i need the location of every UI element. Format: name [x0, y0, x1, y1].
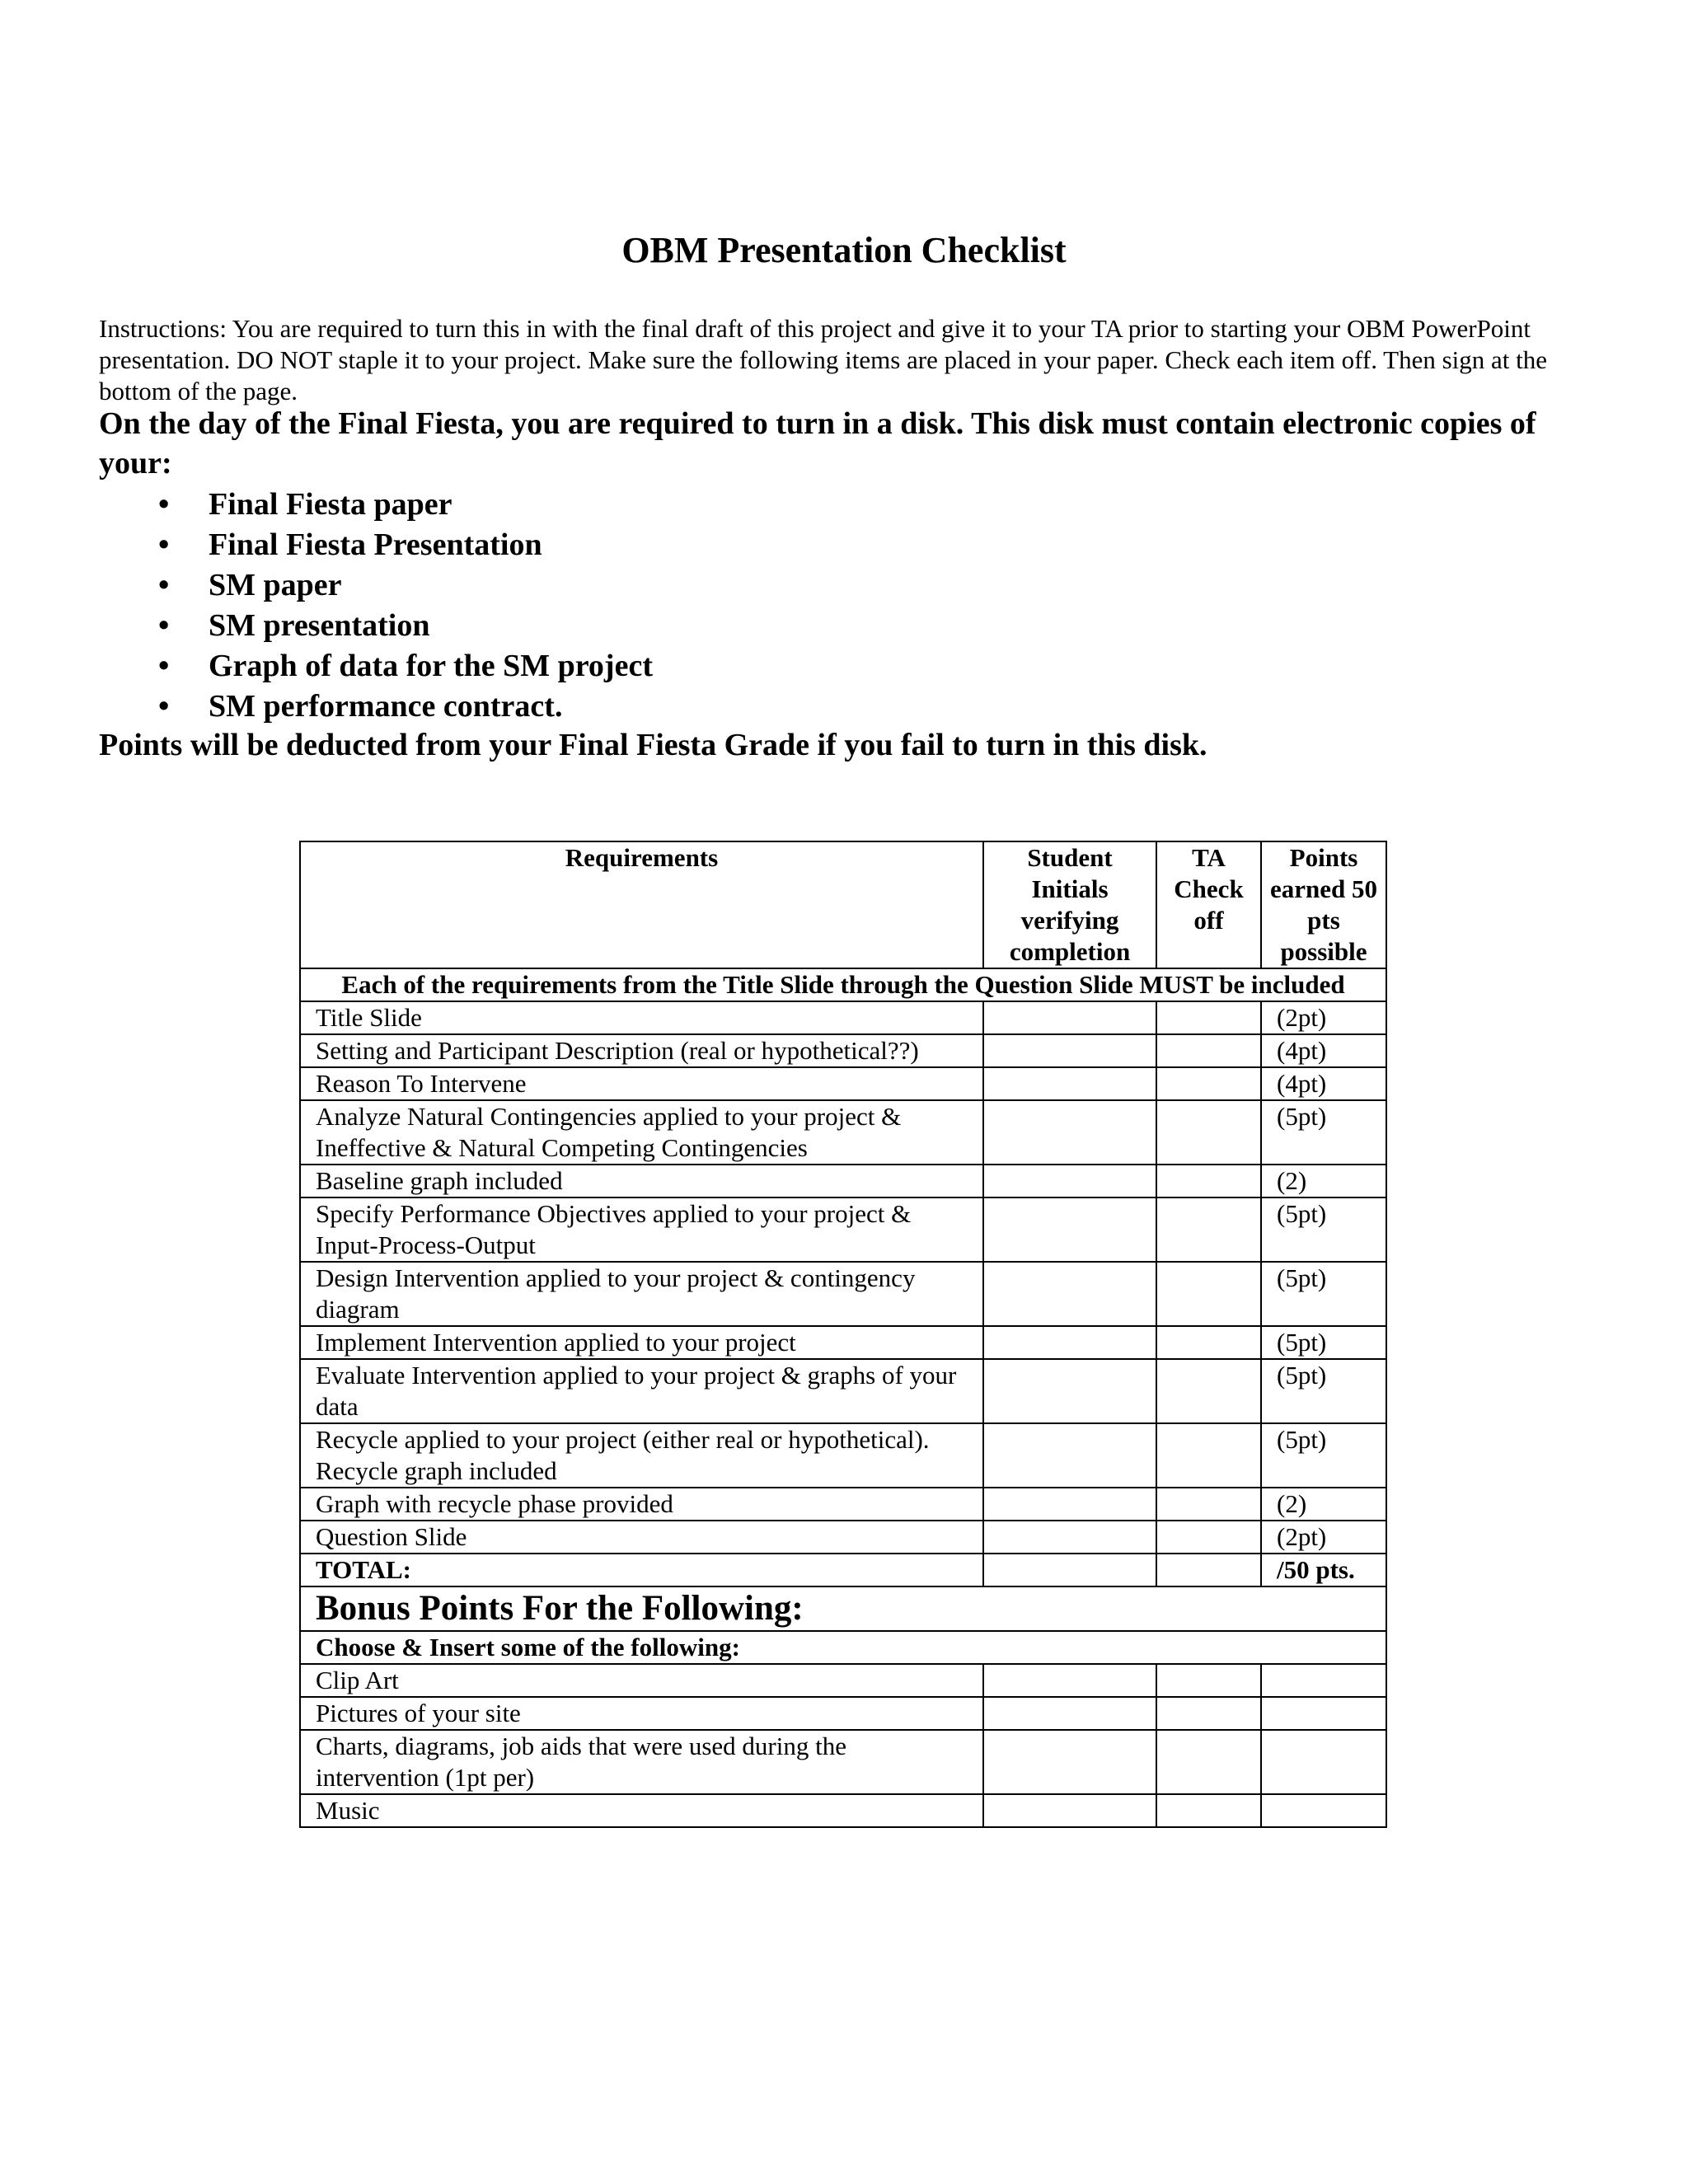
- bonus-heading: Bonus Points For the Following:: [300, 1586, 1386, 1631]
- student-initials-cell[interactable]: [983, 1034, 1156, 1067]
- ta-check-cell[interactable]: [1156, 1423, 1261, 1488]
- list-item: [99, 687, 1253, 727]
- table-row: [300, 1100, 1386, 1165]
- points-cell: (5pt): [1261, 1423, 1386, 1488]
- document-title: OBM Presentation Checklist: [621, 230, 1067, 270]
- student-initials-cell[interactable]: [983, 1521, 1156, 1554]
- requirement-cell: Evaluate Intervention applied to your project & graphs of your data: [300, 1359, 983, 1423]
- bonus-row: [300, 1664, 1386, 1697]
- bonus-item-cell: Pictures of your site: [300, 1697, 983, 1730]
- points-cell: (5pt): [1261, 1326, 1386, 1359]
- list-item-label: SM paper: [209, 568, 342, 602]
- points-cell: (2): [1261, 1488, 1386, 1521]
- ta-check-cell[interactable]: [1156, 1554, 1261, 1586]
- table-row: [300, 1423, 1386, 1488]
- instructions-paragraph: Instructions: You are required to turn this in with the final draft of this project and give it to your TA prior to starting your OBM PowerPoint presentation. DO NOT staple it to your project. Make sure the following items are placed in your paper. Check each item off. Then sign at the bottom of the page.: [99, 314, 1548, 405]
- list-item-label: Graph of data for the SM project: [209, 649, 653, 683]
- ta-check-cell[interactable]: [1156, 1359, 1261, 1423]
- points-cell[interactable]: [1261, 1730, 1386, 1794]
- points-cell: (2pt): [1261, 1521, 1386, 1554]
- ta-check-cell[interactable]: [1156, 1664, 1261, 1697]
- bonus-row: [300, 1794, 1386, 1827]
- ta-check-cell[interactable]: [1156, 1730, 1261, 1794]
- list-item: [99, 485, 1253, 525]
- ta-check-cell[interactable]: [1156, 1262, 1261, 1326]
- ta-check-cell[interactable]: [1156, 1794, 1261, 1827]
- table-row: [300, 1197, 1386, 1262]
- table-header-row: [300, 841, 1386, 968]
- bonus-row: [300, 1697, 1386, 1730]
- ta-check-cell[interactable]: [1156, 1067, 1261, 1100]
- list-item-label: SM presentation: [209, 608, 430, 643]
- list-item: [99, 606, 1253, 646]
- points-cell: (2pt): [1261, 1001, 1386, 1034]
- ta-check-cell[interactable]: [1156, 1001, 1261, 1034]
- ta-check-cell[interactable]: [1156, 1488, 1261, 1521]
- table-row: [300, 1067, 1386, 1100]
- list-item: [99, 646, 1253, 687]
- table-row: [300, 1359, 1386, 1423]
- requirement-cell: Baseline graph included: [300, 1165, 983, 1197]
- list-item-label: Final Fiesta paper: [209, 487, 452, 522]
- bonus-item-cell: Charts, diagrams, job aids that were used during the intervention (1pt per): [300, 1730, 983, 1794]
- total-points: /50 pts.: [1261, 1554, 1386, 1586]
- bullet-icon: •: [158, 527, 170, 562]
- header-ta-check: TA Check off: [1156, 841, 1261, 968]
- requirement-cell: Design Intervention applied to your project & contingency diagram: [300, 1262, 983, 1326]
- points-cell: (5pt): [1261, 1197, 1386, 1262]
- student-initials-cell[interactable]: [983, 1664, 1156, 1697]
- bullet-icon: •: [158, 487, 170, 522]
- total-label: TOTAL:: [300, 1554, 983, 1586]
- student-initials-cell[interactable]: [983, 1359, 1156, 1423]
- section-note: Each of the requirements from the Title Slide through the Question Slide MUST be included: [300, 968, 1386, 1001]
- points-cell: (5pt): [1261, 1262, 1386, 1326]
- table-row: [300, 1165, 1386, 1197]
- bonus-row: [300, 1730, 1386, 1794]
- deduction-notice: Points will be deducted from your Final Fiesta Grade if you fail to turn in this disk.: [99, 728, 1207, 762]
- student-initials-cell[interactable]: [983, 1067, 1156, 1100]
- header-requirements: Requirements: [300, 841, 983, 968]
- requirement-cell: Reason To Intervene: [300, 1067, 983, 1100]
- student-initials-cell[interactable]: [983, 1794, 1156, 1827]
- section-note-row: [300, 968, 1386, 1001]
- list-item: [99, 565, 1253, 606]
- bonus-subheading-row: [300, 1631, 1386, 1664]
- student-initials-cell[interactable]: [983, 1423, 1156, 1488]
- ta-check-cell[interactable]: [1156, 1100, 1261, 1165]
- table-row: [300, 1262, 1386, 1326]
- requirement-cell: Setting and Participant Description (real or hypothetical??): [300, 1034, 983, 1067]
- list-item-label: Final Fiesta Presentation: [209, 527, 542, 562]
- points-cell: (5pt): [1261, 1359, 1386, 1423]
- table-row: [300, 1521, 1386, 1554]
- bonus-item-cell: Music: [300, 1794, 983, 1827]
- student-initials-cell[interactable]: [983, 1488, 1156, 1521]
- table-row: [300, 1034, 1386, 1067]
- student-initials-cell[interactable]: [983, 1165, 1156, 1197]
- bullet-icon: •: [158, 649, 170, 683]
- bullet-icon: •: [158, 608, 170, 643]
- ta-check-cell[interactable]: [1156, 1197, 1261, 1262]
- list-item-label: SM performance contract.: [209, 689, 563, 724]
- requirement-cell: Recycle applied to your project (either real or hypothetical). Recycle graph included: [300, 1423, 983, 1488]
- student-initials-cell[interactable]: [983, 1262, 1156, 1326]
- ta-check-cell[interactable]: [1156, 1521, 1261, 1554]
- student-initials-cell[interactable]: [983, 1697, 1156, 1730]
- requirement-cell: Specify Performance Objectives applied to your project & Input-Process-Output: [300, 1197, 983, 1262]
- table-row: [300, 1001, 1386, 1034]
- points-cell[interactable]: [1261, 1664, 1386, 1697]
- student-initials-cell[interactable]: [983, 1100, 1156, 1165]
- disk-items-list: [99, 485, 1253, 727]
- points-cell: (2): [1261, 1165, 1386, 1197]
- total-row: [300, 1554, 1386, 1586]
- requirement-cell: Question Slide: [300, 1521, 983, 1554]
- requirement-cell: Implement Intervention applied to your project: [300, 1326, 983, 1359]
- ta-check-cell[interactable]: [1156, 1034, 1261, 1067]
- points-cell[interactable]: [1261, 1794, 1386, 1827]
- checklist-table: [299, 841, 1387, 1828]
- disk-notice: On the day of the Final Fiesta, you are required to turn in a disk. This disk must contain electronic copies of your:: [99, 406, 1536, 480]
- requirement-cell: Graph with recycle phase provided: [300, 1488, 983, 1521]
- points-cell: (4pt): [1261, 1034, 1386, 1067]
- student-initials-cell[interactable]: [983, 1326, 1156, 1359]
- table-row: [300, 1326, 1386, 1359]
- points-cell: (5pt): [1261, 1100, 1386, 1165]
- student-initials-cell[interactable]: [983, 1554, 1156, 1586]
- requirement-cell: Title Slide: [300, 1001, 983, 1034]
- student-initials-cell[interactable]: [983, 1197, 1156, 1262]
- table-row: [300, 1488, 1386, 1521]
- bullet-icon: •: [158, 568, 170, 602]
- bullet-icon: •: [158, 689, 170, 724]
- requirement-cell: Analyze Natural Contingencies applied to your project & Ineffective & Natural Competing Contingencies: [300, 1100, 983, 1165]
- header-points: Points earned 50 pts possible: [1261, 841, 1386, 968]
- ta-check-cell[interactable]: [1156, 1165, 1261, 1197]
- bonus-subheading: Choose & Insert some of the following:: [300, 1631, 1386, 1664]
- points-cell: (4pt): [1261, 1067, 1386, 1100]
- ta-check-cell[interactable]: [1156, 1697, 1261, 1730]
- student-initials-cell[interactable]: [983, 1730, 1156, 1794]
- ta-check-cell[interactable]: [1156, 1326, 1261, 1359]
- bonus-heading-row: [300, 1586, 1386, 1631]
- list-item: [99, 525, 1253, 565]
- bonus-item-cell: Clip Art: [300, 1664, 983, 1697]
- student-initials-cell[interactable]: [983, 1001, 1156, 1034]
- points-cell[interactable]: [1261, 1697, 1386, 1730]
- header-student-initials: Student Initials verifying completion: [983, 841, 1156, 968]
